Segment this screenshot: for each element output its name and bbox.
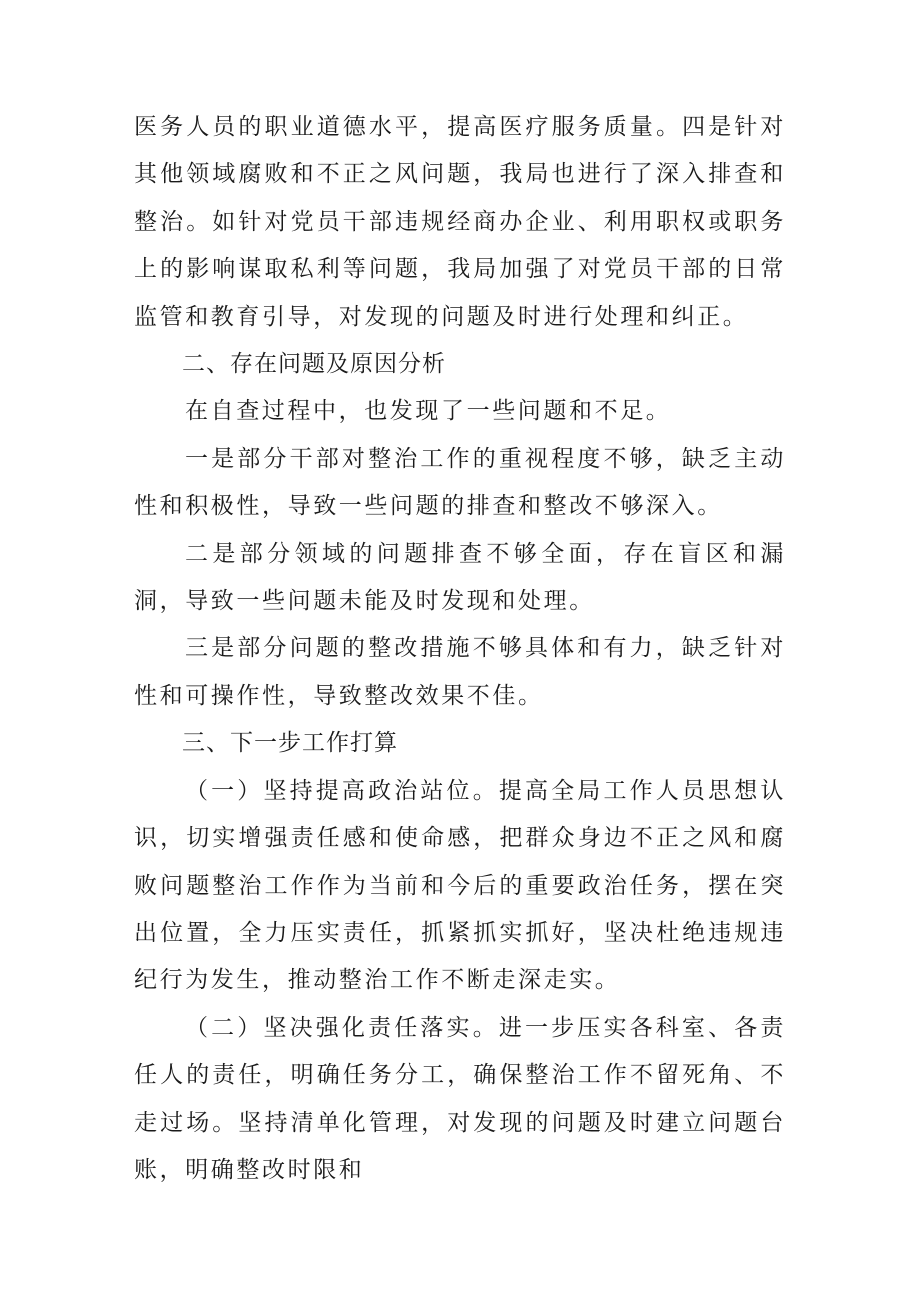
paragraph-next-step-2: （二）坚决强化责任落实。进一步压实各科室、各责任人的责任，明确任务分工，确保整治工作不留死角、不走过场。坚持清单化管理，对发现的问题及时建立问题台账，明确整改时限和 — [134, 1014, 786, 1183]
section-heading-next-steps: 三、下一步工作打算 — [182, 730, 398, 757]
paragraph-problem-2: 二是部分领域的问题排查不够全面，存在盲区和漏洞，导致一些问题未能及时发现和处理。 — [134, 540, 786, 615]
paragraph-self-check: 在自查过程中，也发现了一些问题和不足。 — [185, 398, 672, 425]
paragraph-problem-3: 三是部分问题的整改措施不够具体和有力，缺乏针对性和可操作性，导致整改效果不佳。 — [134, 635, 786, 709]
document-body — [134, 104, 786, 1194]
paragraph-continued: 医务人员的职业道德水平，提高医疗服务质量。四是针对其他领域腐败和不正之风问题，我局也进行了深入排查和整治。如针对党员干部违规经商办企业、利用职权或职务上的影响谋取私利等问题，我局加强了对党员干部的日常监管和教育引导，对发现的问题及时进行处理和纠正。 — [134, 114, 786, 330]
paragraph-problem-1: 一是部分干部对整治工作的重视程度不够，缺乏主动性和积极性，导致一些问题的排查和整改不够深入。 — [134, 445, 786, 520]
section-heading-problems: 二、存在问题及原因分析 — [182, 351, 446, 378]
paragraph-next-step-1: （一）坚持提高政治站位。提高全局工作人员思想认识，切实增强责任感和使命感，把群众身边不正之风和腐败问题整治工作作为当前和今后的重要政治任务，摆在突出位置，全力压实责任，抓紧抓实抓好，坚决杜绝违规违纪行为发生，推动整治工作不断走深走实。 — [134, 777, 786, 994]
